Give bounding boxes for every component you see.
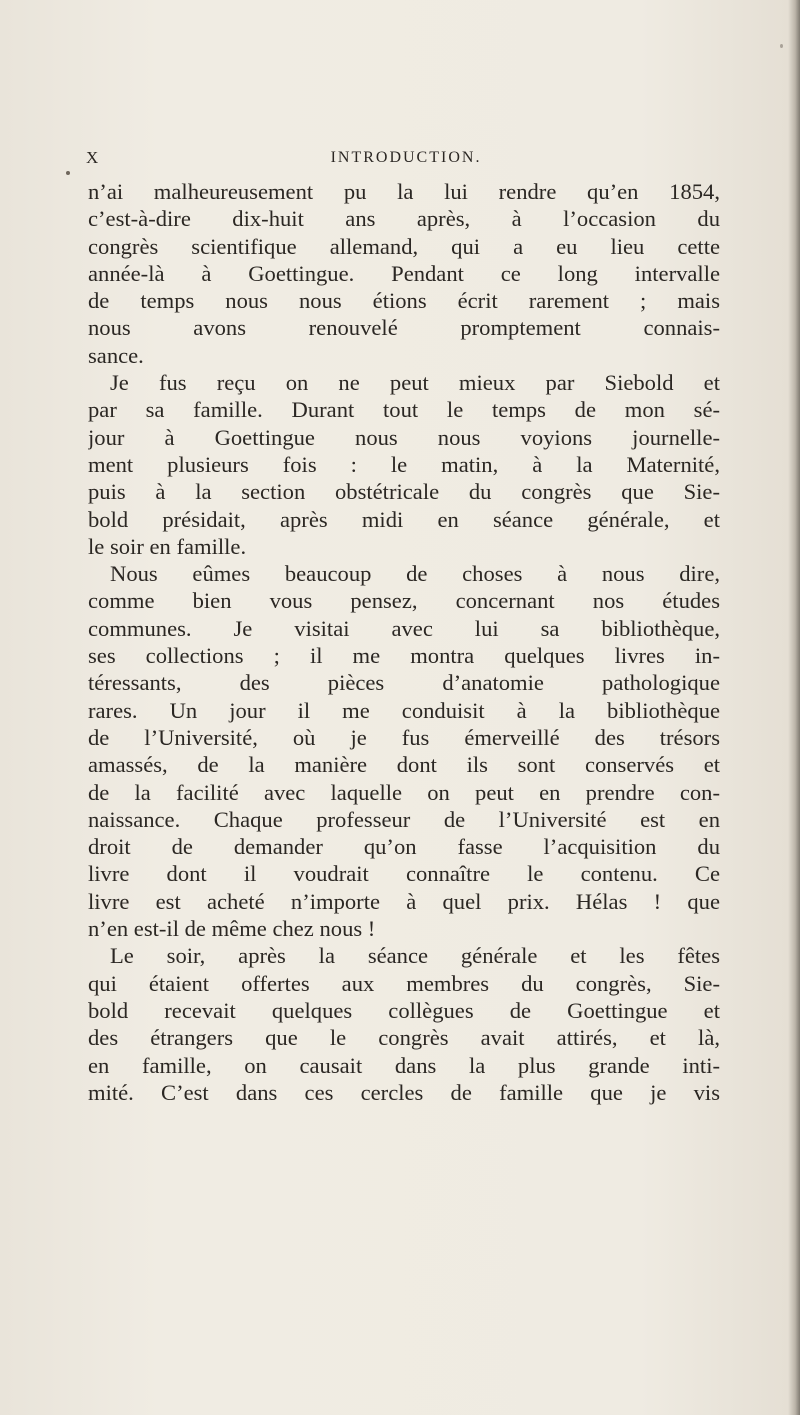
text-line: sance. — [88, 342, 144, 368]
text-line: congrès scientifique allemand, qui a eu lieu cette — [88, 233, 720, 259]
text-line: ses collections ; il me montra quelques livres in- — [88, 643, 720, 669]
text-line: comme bien vous pensez, concernant nos études — [88, 588, 720, 614]
text-line: le soir en famille. — [88, 533, 247, 559]
text-line: rares. Un jour il me conduisit à la bibliothèque — [88, 697, 720, 723]
text-line: année-là à Goettingue. Pendant ce long intervalle — [88, 260, 720, 286]
text-line: n’en est-il de même chez nous ! — [88, 916, 376, 942]
text-line: nous avons renouvelé promptement connais- — [88, 315, 720, 341]
text-line: des étrangers que le congrès avait attirés, et là, — [88, 1025, 720, 1051]
text-line: naissance. Chaque professeur de l’Université est en — [88, 806, 720, 832]
text-line: qui étaient offertes aux membres du congrès, Sie- — [88, 970, 720, 996]
text-line: de la facilité avec laquelle on peut en prendre con- — [88, 779, 720, 805]
text-line: communes. Je visitai avec lui sa bibliothèque, — [88, 615, 720, 641]
page-edge-shadow — [788, 0, 800, 1415]
text-line: de l’Université, où je fus émerveillé des trésors — [88, 724, 720, 750]
page-number: X — [86, 148, 100, 167]
paragraph-start-line: Je fus reçu on ne peut mieux par Siebold et — [110, 370, 720, 396]
text-line: par sa famille. Durant tout le temps de mon sé- — [88, 397, 720, 423]
text-line: en famille, on causait dans la plus grande inti- — [88, 1052, 720, 1078]
text-line: mité. C’est dans ces cercles de famille que je vis — [88, 1079, 720, 1105]
text-line: de temps nous nous étions écrit rarement ; mais — [88, 288, 720, 314]
paragraph-start-line: Nous eûmes beaucoup de choses à nous dire, — [110, 561, 720, 587]
body-text — [88, 178, 720, 1106]
text-line: droit de demander qu’on fasse l’acquisition du — [88, 834, 720, 860]
text-line: jour à Goettingue nous nous voyions journelle- — [88, 424, 720, 450]
print-speck — [66, 171, 70, 175]
text-line: puis à la section obstétricale du congrès que Sie- — [88, 479, 720, 505]
running-head — [86, 148, 726, 172]
text-line: ment plusieurs fois : le matin, à la Maternité, — [88, 451, 720, 477]
print-speck — [780, 44, 783, 48]
running-head-title: INTRODUCTION. — [330, 149, 482, 166]
text-line: livre dont il voudrait connaître le contenu. Ce — [88, 861, 720, 887]
paragraph-start-line: Le soir, après la séance générale et les fêtes — [110, 943, 720, 969]
text-line: n’ai malheureusement pu la lui rendre qu’en 1854, — [88, 179, 720, 204]
text-line: bold présidait, après midi en séance générale, et — [88, 506, 720, 532]
text-line: bold recevait quelques collègues de Goettingue et — [88, 997, 720, 1023]
text-line: amassés, de la manière dont ils sont conservés et — [88, 752, 720, 778]
text-line: livre est acheté n’importe à quel prix. Hélas ! que — [88, 888, 720, 914]
text-line: téressants, des pièces d’anatomie pathologique — [88, 670, 720, 696]
text-line: c’est-à-dire dix-huit ans après, à l’occasion du — [88, 206, 720, 232]
